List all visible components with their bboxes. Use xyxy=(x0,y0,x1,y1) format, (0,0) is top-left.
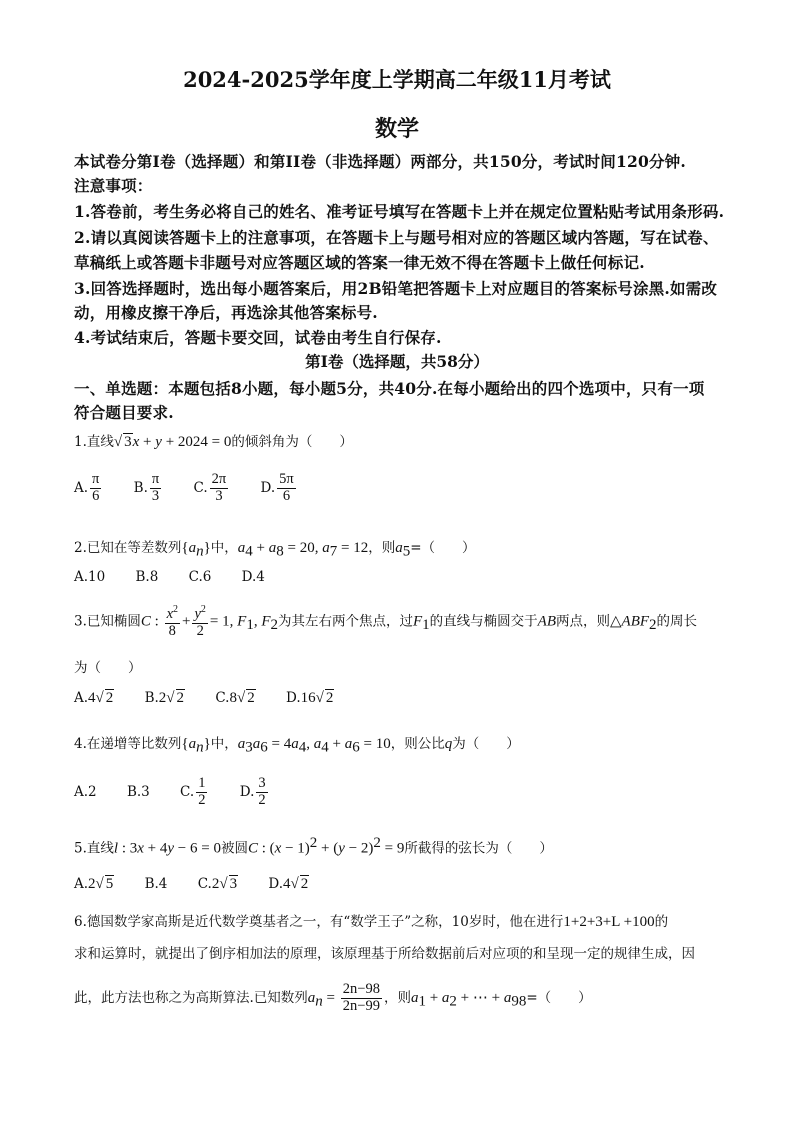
option-d: D. $\frac{3}{2}$ xyxy=(239,775,266,808)
option-d: D.4√ 2 xyxy=(268,876,309,892)
question-6-line3: 此，此方法也称之为高斯算法.已知数列$a_n$ = $\frac{2n-98}{2n-99}$ ，则$a_1 + a_2$ + ⋯ + $a_{98}=$（ ） xyxy=(74,981,592,1014)
option-b: B.4 xyxy=(144,876,168,892)
subject-title: 数学 xyxy=(374,116,419,142)
notice-item-3b: 动，用橡皮擦干净后，再选涂其他答案标号. xyxy=(74,303,378,322)
option-c: C.6 xyxy=(188,569,212,585)
option-c: C. $\frac{1}{2}$ xyxy=(180,775,206,808)
notice-item-2a: 2.请以真阅读答题卡上的注意事项，在答题卡上与题号相对应的答题区域内答题，写在试卷、 xyxy=(74,228,719,247)
option-a: A.4√ 2 xyxy=(74,690,114,706)
option-b: B. $\frac{\pi}{3}$ xyxy=(133,471,160,504)
question-1: 1.直线√ 3x + y + 2024 = 0的倾斜角为（ ） xyxy=(74,434,353,450)
question-4-options xyxy=(74,776,296,809)
notice-item-3a: 3.回答选择题时，选出每小题答案后，用2B铅笔把答题卡上对应题目的答案标号涂黑.如需改 xyxy=(74,279,718,298)
intro-line: 本试卷分第I卷（选择题）和第II卷（非选择题）两部分，共150分，考试时间120分钟. xyxy=(74,152,686,171)
question-6-line1: 6.德国数学家高斯是近代数学奠基者之一，有“数学王子”之称，10岁时，他在进行1+2+3+L +100的 xyxy=(74,914,669,930)
section-title: 第I卷（选择题，共58分） xyxy=(305,352,489,371)
question-5: 5.直线l : 3x + 4y − 6 = 0被圆C : $(x - 1)^2 + (y - 2)^2 = 9$所截得的弦长为（ ） xyxy=(74,835,553,857)
question-5-options xyxy=(74,876,335,893)
option-d: D. $\frac{5\pi}{6}$ xyxy=(260,471,294,504)
option-b: B.2√ 2 xyxy=(144,690,185,706)
notice-heading: 注意事项： xyxy=(74,176,153,195)
exam-title: 2024-2025学年度上学期高二年级11月考试 xyxy=(183,67,611,92)
notice-item-2b: 草稿纸上或答题卡非题号对应答题区域的答案一律无效不得在答题卡上做任何标记. xyxy=(74,253,645,272)
question-3-options xyxy=(74,690,360,707)
question-4: 4.在递增等比数列$\{a_n\}$中，$a_3a_6 = 4a_4$, $a_4 + a_6 = 10$，则公比q为（ ） xyxy=(74,736,520,756)
question-6-line2: 求和运算时，就提出了倒序相加法的原理，该原理基于所给数据前后对应项的和呈现一定的规律生成，因 xyxy=(74,946,695,962)
question-2: 2.已知在等差数列$\{a_n\}$中，$a_4 + a_8 = 20$, $a_7 = 12$，则$a_5=$（ ） xyxy=(74,540,476,560)
option-a: A.2√ 5 xyxy=(74,876,114,892)
option-d: D.16√ 2 xyxy=(286,690,334,706)
option-b: B.3 xyxy=(126,783,150,800)
section-desc-a: 一、单选题：本题包括8小题，每小题5分，共40分.在每小题给出的四个选项中，只有一项 xyxy=(74,379,705,398)
question-2-options xyxy=(74,569,291,585)
option-d: D.4 xyxy=(241,569,265,585)
question-1-options xyxy=(74,472,324,505)
question-3-line2: 为（ ） xyxy=(74,660,142,676)
option-c: C. $\frac{2\pi}{3}$ xyxy=(193,471,227,504)
notice-item-1: 1.答卷前，考生务必将自己的姓名、准考证号填写在答题卡上并在规定位置粘贴考试用条形码. xyxy=(74,202,725,221)
option-b: B.8 xyxy=(135,569,159,585)
option-a: A.2 xyxy=(74,783,97,800)
notice-item-4: 4.考试结束后，答题卡要交回，试卷由考生自行保存. xyxy=(74,328,442,347)
question-3: 3.已知椭圆C : $\frac{x^2}{8}$ + $\frac{y^2}{2}$ = 1, $F_1$, $F_2$为其左右两个焦点，过$F_1$的直线与椭圆交于AB两点，则$\triangle ABF_2$的周长 xyxy=(74,604,698,639)
option-a: A.10 xyxy=(74,569,106,585)
section-desc-b: 符合题目要求. xyxy=(74,403,174,422)
option-c: C.8√ 2 xyxy=(215,690,255,706)
option-c: C.2√ 3 xyxy=(197,876,238,892)
option-a: A. $\frac{\pi}{6}$ xyxy=(74,471,100,504)
